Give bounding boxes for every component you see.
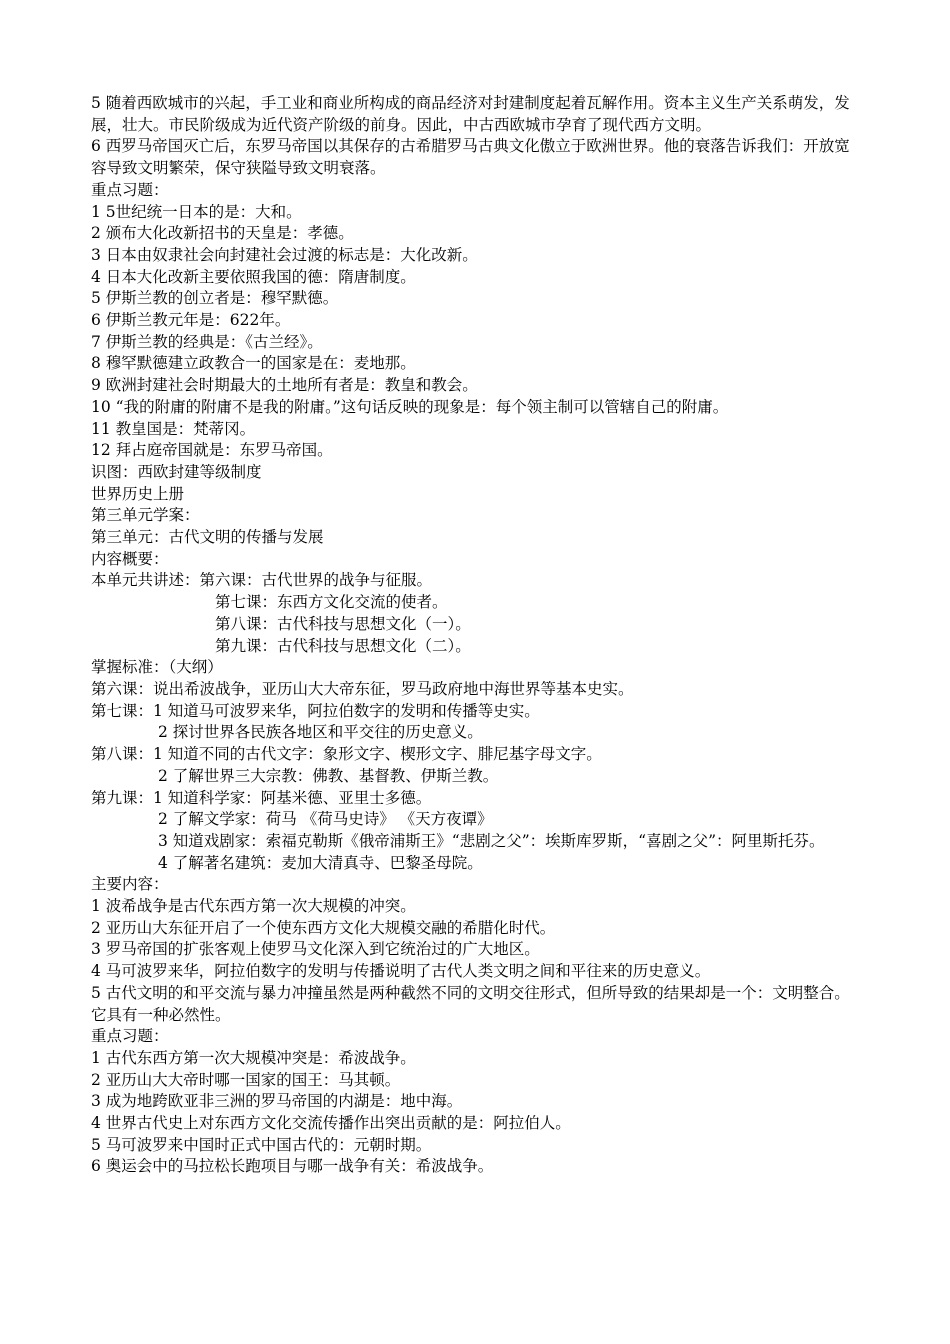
overview-lesson-8: 第八课：古代科技与思想文化（一）。	[215, 614, 471, 633]
section-heading-overview: 内容概要：	[91, 549, 169, 568]
content-item: 1 波希战争是古代东西方第一次大规模的冲突。	[91, 897, 416, 916]
document-page	[91, 93, 863, 1178]
exercise-item: 3 日本由奴隶社会向封建社会过渡的标志是：大化改新。	[91, 245, 478, 264]
standard-lesson-9-3: 3 知道戏剧家：索福克勒斯《俄帝浦斯王》“悲剧之父”：埃斯库罗斯，“喜剧之父”：阿里斯托芬。	[158, 831, 825, 850]
exercise-item: 4 日本大化改新主要依照我国的德：隋唐制度。	[91, 267, 416, 286]
book-title: 世界历史上册	[91, 484, 185, 503]
overview-lesson-7: 第七课：东西方文化交流的使者。	[215, 593, 448, 612]
exercise-item: 3 成为地跨欧亚非三洲的罗马帝国的内湖是：地中海。	[91, 1092, 463, 1111]
standard-lesson-9-4: 4 了解著名建筑：麦加大清真寺、巴黎圣母院。	[158, 853, 483, 872]
content-item: 5 古代文明的和平交流与暴力冲撞虽然是两种截然不同的文明交往形式，但所导致的结果却是一个：文明整合。它具有一种必然性。	[91, 983, 850, 1024]
exercise-item: 2 颁布大化改新招书的天皇是：孝德。	[91, 224, 354, 243]
standard-lesson-7-1: 第七课：1 知道马可波罗来华，阿拉伯数字的发明和传播等史实。	[91, 701, 540, 720]
exercise-item: 10 “我的附庸的附庸不是我的附庸。”这句话反映的现象是：每个领主制可以管辖自己的附庸。	[91, 397, 729, 416]
content-item: 4 马可波罗来华，阿拉伯数字的发明与传播说明了古代人类文明之间和平往来的历史意义。	[91, 962, 711, 981]
overview-lesson-6: 本单元共讲述：第六课：古代世界的战争与征服。	[91, 571, 433, 590]
standard-lesson-6: 第六课：说出希波战争，亚历山大大帝东征，罗马政府地中海世界等基本史实。	[91, 679, 634, 698]
exercise-item: 11 教皇国是：梵蒂冈。	[91, 419, 256, 438]
exercise-item: 4 世界古代史上对东西方文化交流传播作出突出贡献的是：阿拉伯人。	[91, 1114, 571, 1133]
overview-lesson-9: 第九课：古代科技与思想文化（二）。	[215, 636, 471, 655]
standard-lesson-9-2: 2 了解文学家：荷马 《荷马史诗》 《天方夜谭》	[158, 810, 493, 829]
standard-lesson-9-1: 第九课：1 知道科学家：阿基米德、亚里士多德。	[91, 788, 432, 807]
exercise-item: 2 亚历山大大帝时哪一国家的国王：马其顿。	[91, 1070, 401, 1089]
standard-lesson-8-1: 第八课：1 知道不同的古代文字：象形文字、楔形文字、腓尼基字母文字。	[91, 745, 602, 764]
unit-plan-heading: 第三单元学案：	[91, 506, 200, 525]
exercise-item: 9 欧洲封建社会时期最大的土地所有者是：教皇和教会。	[91, 376, 478, 395]
standard-lesson-8-2: 2 了解世界三大宗教：佛教、基督教、伊斯兰教。	[158, 766, 499, 785]
content-item: 3 罗马帝国的扩张客观上使罗马文化深入到它统治过的广大地区。	[91, 940, 540, 959]
exercise-item: 1 5世纪统一日本的是：大和。	[91, 202, 302, 221]
section-heading-key-exercises-2: 重点习题：	[91, 1027, 169, 1046]
paragraph-6-byzantium: 6 西罗马帝国灭亡后，东罗马帝国以其保存的古希腊罗马古典文化傲立于欧洲世界。他的衰落告诉我们：开放宽容导致文明繁荣，保守狭隘导致文明衰落。	[91, 137, 850, 178]
exercise-item: 5 马可波罗来中国时正式中国古代的：元朝时期。	[91, 1135, 432, 1154]
standard-lesson-7-2: 2 探讨世界各民族各地区和平交往的历史意义。	[158, 723, 483, 742]
section-heading-key-exercises: 重点习题：	[91, 180, 169, 199]
diagram-note: 识图：西欧封建等级制度	[91, 462, 262, 481]
exercise-item: 8 穆罕默德建立政教合一的国家是在：麦地那。	[91, 354, 416, 373]
exercise-item: 5 伊斯兰教的创立者是：穆罕默德。	[91, 289, 339, 308]
exercise-item: 6 伊斯兰教元年是：622年。	[91, 311, 291, 330]
unit-title: 第三单元：古代文明的传播与发展	[91, 528, 324, 547]
exercise-item: 1 古代东西方第一次大规模冲突是：希波战争。	[91, 1048, 416, 1067]
exercise-item: 6 奥运会中的马拉松长跑项目与哪一战争有关：希波战争。	[91, 1157, 494, 1176]
exercise-item: 7 伊斯兰教的经典是：《古兰经》。	[91, 332, 323, 351]
exercise-item: 12 拜占庭帝国就是：东罗马帝国。	[91, 441, 333, 460]
section-heading-standards: 掌握标准：（大纲）	[91, 658, 223, 677]
section-heading-main-content: 主要内容：	[91, 875, 169, 894]
paragraph-5-cities: 5 随着西欧城市的兴起，手工业和商业所构成的商品经济对封建制度起着瓦解作用。资本主义生产关系萌发，发展，壮大。市民阶级成为近代资产阶级的前身。因此，中古西欧城市孕育了现代西方文明。	[91, 94, 850, 134]
content-item: 2 亚历山大东征开启了一个使东西方文化大规模交融的希腊化时代。	[91, 918, 556, 937]
